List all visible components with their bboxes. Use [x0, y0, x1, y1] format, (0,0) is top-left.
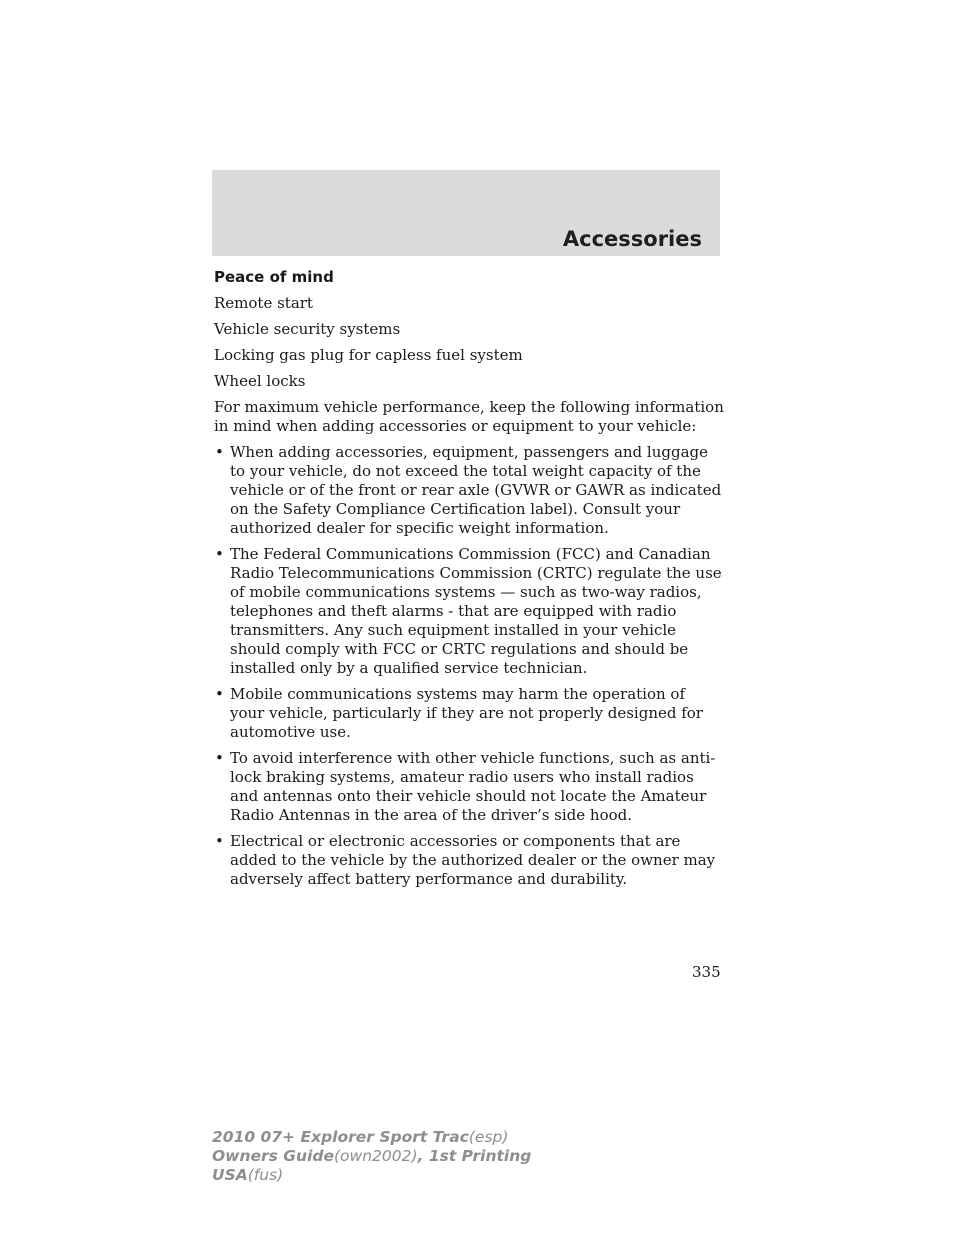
- bullet-text: When adding accessories, equipment, passengers and luggage to your vehicle, do not exceed the total weight capacity of the vehicle or of the front or rear axle (GVWR or GAWR as indicated on the Safety Compliance Certification label). Consult your authorized dealer for specific weight information.: [230, 443, 722, 537]
- footer-model: 2010 07+ Explorer Sport Trac: [212, 1128, 469, 1146]
- footer-market: USA: [212, 1166, 248, 1184]
- footer-model-code: (esp): [468, 1128, 509, 1146]
- list-item: Vehicle security systems: [214, 320, 401, 338]
- footer-line-2: [212, 1147, 531, 1166]
- bullet-icon: •: [215, 749, 224, 767]
- bullet-text: The Federal Communications Commission (FCC) and Canadian Radio Telecommunications Commission (CRTC) regulate the use of mobile communications systems — such as two-way radios, telephones and theft alarms - that are equipped with radio transmitters. Any such equipment installed in your vehicle should comply with FCC or CRTC regulations and should be installed only by a qualified service technician.: [230, 545, 722, 677]
- print-footer: [212, 1128, 531, 1185]
- bullet-text: To avoid interference with other vehicle functions, such as anti-lock braking systems, amateur radio users who install radios and antennas onto their vehicle should not locate the Amateur Radio Antennas in the area of the driver’s side hood.: [230, 749, 716, 824]
- page-number: 335: [692, 963, 721, 981]
- bullet-item: [214, 545, 724, 678]
- footer-guide-code: (own2002): [334, 1147, 418, 1165]
- bullet-item: [214, 443, 724, 538]
- bullet-icon: •: [215, 443, 224, 461]
- section-title: Accessories: [562, 227, 702, 251]
- bullet-text: Electrical or electronic accessories or components that are added to the vehicle by the authorized dealer or the owner may adversely affect battery performance and durability.: [230, 832, 716, 888]
- bullet-item: [214, 749, 724, 825]
- bullet-item: [214, 832, 724, 889]
- list-item: Wheel locks: [214, 372, 306, 390]
- footer-market-code: (fus): [247, 1166, 284, 1184]
- bullet-item: [214, 685, 724, 742]
- footer-line-1: [212, 1128, 531, 1147]
- list-item: Remote start: [214, 294, 313, 312]
- list-item: Locking gas plug for capless fuel system: [214, 346, 523, 364]
- footer-printing: , 1st Printing: [417, 1147, 532, 1165]
- section-heading: Peace of mind: [214, 268, 334, 286]
- bullet-icon: •: [215, 832, 224, 850]
- bullet-list: [214, 443, 724, 889]
- section-header-band: [212, 170, 720, 256]
- bullet-icon: •: [215, 685, 224, 703]
- page-content: [214, 268, 724, 896]
- footer-line-3: [212, 1166, 531, 1185]
- intro-paragraph: For maximum vehicle performance, keep the following information in mind when adding accessories or equipment to your vehicle:: [214, 398, 724, 435]
- bullet-icon: •: [215, 545, 224, 563]
- footer-guide: Owners Guide: [212, 1147, 334, 1165]
- bullet-text: Mobile communications systems may harm the operation of your vehicle, particularly if they are not properly designed for automotive use.: [230, 685, 703, 741]
